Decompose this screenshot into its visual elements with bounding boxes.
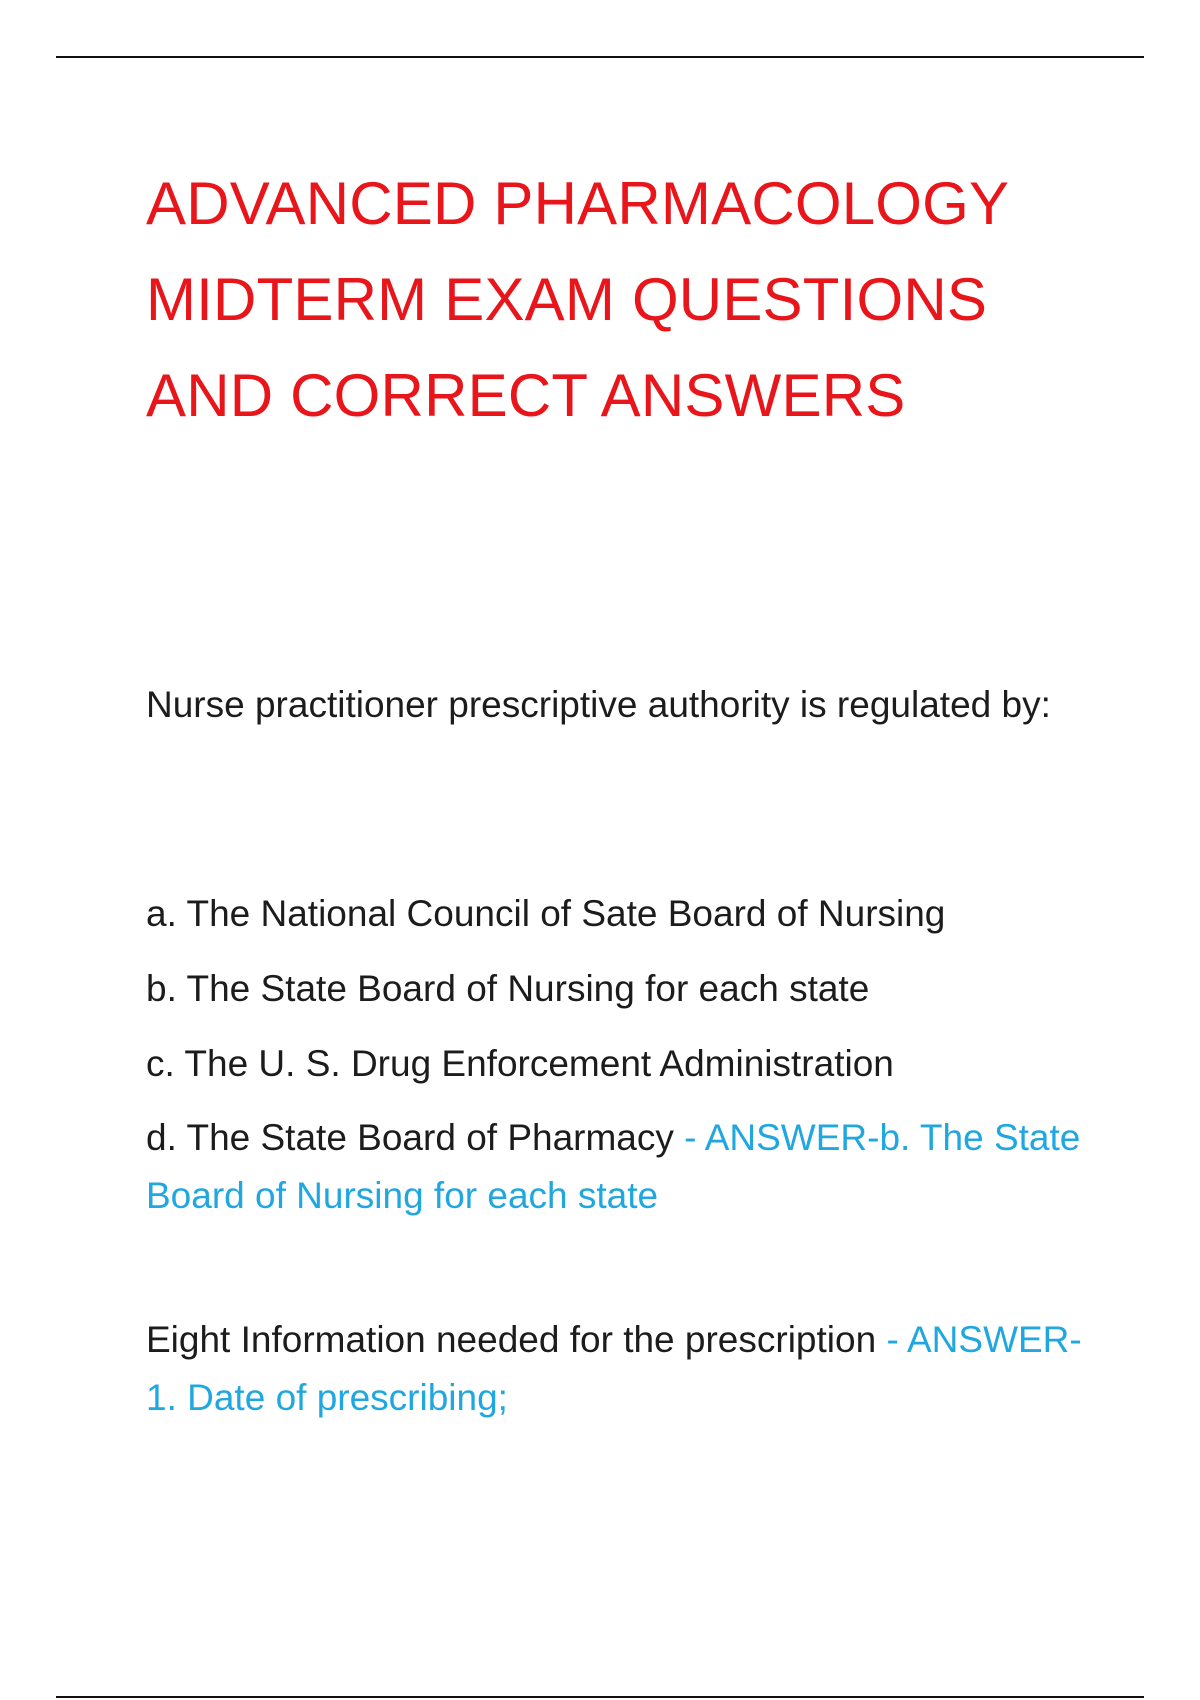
question-2-answer: - ANSWER-1. Date of prescribing; bbox=[146, 1319, 1082, 1418]
title-line-1: ADVANCED PHARMACOLOGY bbox=[146, 170, 1010, 237]
question-2-text: Eight Information needed for the prescription bbox=[146, 1319, 877, 1360]
document-title bbox=[146, 156, 1126, 444]
title-line-3: AND CORRECT ANSWERS bbox=[146, 362, 906, 429]
option-d-with-answer bbox=[146, 1109, 1106, 1225]
question-1-options bbox=[146, 876, 1106, 1225]
question-1-text: Nurse practitioner prescriptive authority is regulated by: bbox=[146, 684, 1051, 725]
option-d: d. The State Board of Pharmacy bbox=[146, 1117, 674, 1158]
title-line-2: MIDTERM EXAM QUESTIONS bbox=[146, 266, 988, 333]
option-a: a. The National Council of Sate Board of Nursing bbox=[146, 893, 946, 934]
top-divider bbox=[56, 56, 1144, 58]
question-1-answer: - ANSWER-b. The State Board of Nursing for each state bbox=[146, 1117, 1081, 1216]
option-c: c. The U. S. Drug Enforcement Administration bbox=[146, 1043, 894, 1084]
option-b: b. The State Board of Nursing for each state bbox=[146, 968, 870, 1009]
question-2-block bbox=[146, 1311, 1106, 1427]
bottom-divider bbox=[56, 1696, 1144, 1698]
